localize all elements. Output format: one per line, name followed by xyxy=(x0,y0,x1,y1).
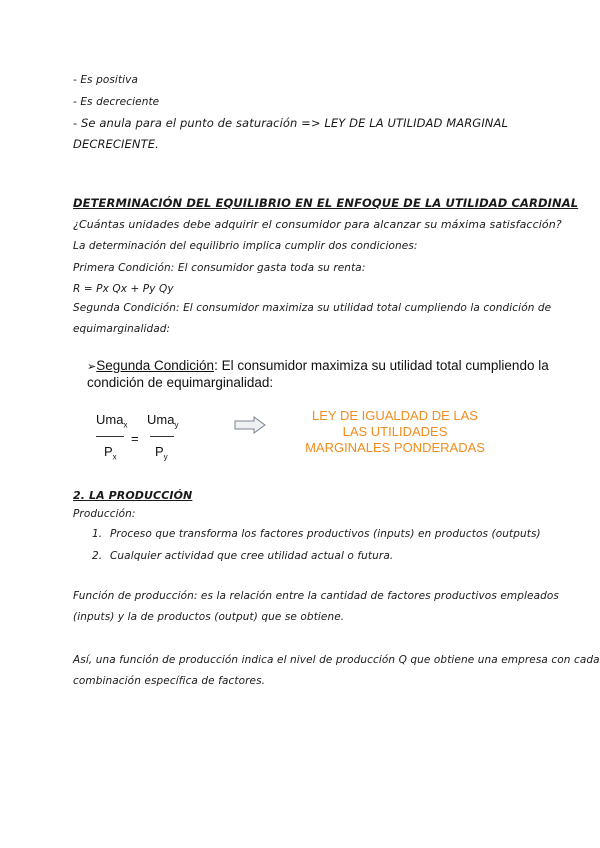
bullet-saturation: - Se anula para el punto de saturación => LEY DE LA UTILIDAD MARGINAL xyxy=(73,116,508,130)
slide-condition-label: Segunda Condición xyxy=(96,358,215,373)
equilibrium-intro: La determinación del equilibrio implica cumplir dos condiciones: xyxy=(73,240,418,252)
production-function-para2-line2: combinación específica de factores. xyxy=(73,675,266,687)
bullet-decreasing: - Es decreciente xyxy=(73,96,160,108)
production-function-def-line2: (inputs) y la de productos (output) que se obtiene. xyxy=(73,611,345,623)
second-condition-line1: Segunda Condición: El consumidor maximiza su utilidad total cumpliendo la condición de xyxy=(73,302,552,314)
fraction-bar-x xyxy=(96,436,124,437)
production-item-1: 1. Proceso que transforma los factores productivos (inputs) en productos (outputs) xyxy=(92,528,541,540)
production-subtitle: Producción: xyxy=(73,508,136,520)
production-function-def-line1: Función de producción: es la relación entre la cantidad de factores productivos empleados xyxy=(73,590,559,602)
fraction-bar-y xyxy=(150,436,174,437)
section-title-equilibrium: DETERMINACIÓN DEL EQUILIBRIO EN EL ENFOQUE DE LA UTILIDAD CARDINAL xyxy=(73,196,579,210)
law-line-2: LAS UTILIDADES xyxy=(342,424,448,439)
production-item-2: 2. Cualquier actividad que cree utilidad actual o futura. xyxy=(92,550,394,562)
first-condition: Primera Condición: El consumidor gasta toda su renta: xyxy=(73,262,366,274)
production-function-para2-line1: Así, una función de producción indica el nivel de producción Q que obtiene una empresa con cada xyxy=(73,654,600,666)
p-y: $P_y$ xyxy=(155,444,168,462)
slide-condition-text: : El consumidor maximiza su utilidad total cumpliendo la xyxy=(214,358,549,373)
budget-formula: R = Px Qx + Py Qy xyxy=(73,283,174,295)
right-arrow-icon xyxy=(234,416,266,434)
section-title-production: 2. LA PRODUCCIÓN xyxy=(73,489,193,502)
slide-condition-line1 xyxy=(87,358,549,373)
slide-bullet-icon: ➢ xyxy=(87,361,97,373)
law-line-3: MARGINALES PONDERADAS xyxy=(305,440,485,455)
equals-sign: = xyxy=(131,431,139,446)
law-equal-weighted-marginal-utilities xyxy=(280,408,510,456)
uma-y: Uma$_y$ xyxy=(147,412,179,430)
bullet-positive: - Es positiva xyxy=(73,74,139,86)
uma-x: Uma$_x$ xyxy=(96,412,128,430)
equilibrium-question: ¿Cuántas unidades debe adquirir el consumidor para alcanzar su máxima satisfacción? xyxy=(73,218,562,231)
bullet-saturation-cont: DECRECIENTE. xyxy=(73,137,159,151)
law-line-1: LEY DE IGUALDAD DE LAS xyxy=(312,408,478,423)
slide-condition-line2: condición de equimarginalidad: xyxy=(87,375,274,390)
p-x: $P_x$ xyxy=(104,444,117,462)
second-condition-line2: equimarginalidad: xyxy=(73,323,171,335)
